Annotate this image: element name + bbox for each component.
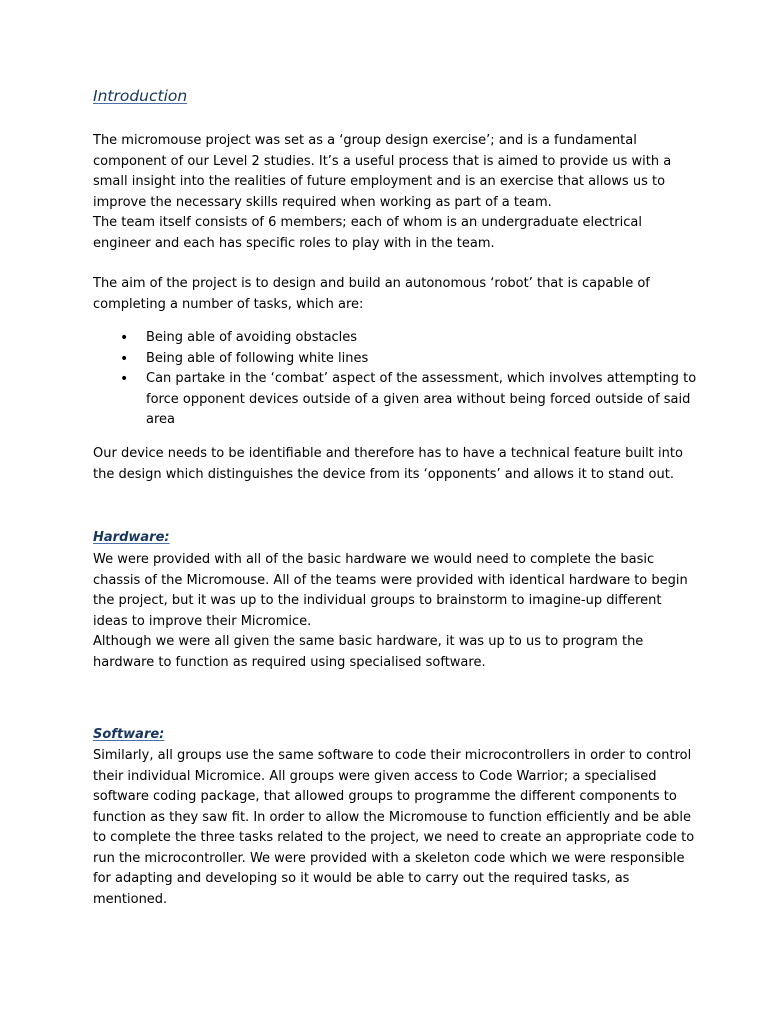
text-line: The team itself consists of 6 members; each of whom is an undergraduate electrical (93, 215, 642, 230)
bullet-item-follow-lines (93, 349, 713, 370)
text-line: Our device needs to be identifiable and therefore has to have a technical feature built into (93, 446, 683, 461)
text-line: run the microcontroller. We were provided with a skeleton code which we were responsible (93, 850, 685, 866)
hardware-paragraph (93, 550, 693, 673)
text-line: mentioned. (93, 891, 168, 907)
bullet-icon: • (120, 371, 129, 387)
text-line: for adapting and developing so it would be able to carry out the required tasks, as (93, 871, 630, 886)
text-line: software coding package, that allowed groups to programme the different components to (93, 789, 677, 804)
software-paragraph (93, 746, 693, 910)
text-line: The micromouse project was set as a ‘group design exercise’; and is a fundamental (93, 133, 637, 148)
introduction-paragraph-1 (93, 131, 693, 254)
task-bullet-list (93, 328, 713, 431)
introduction-paragraph-3 (93, 444, 693, 485)
text-line: Being able of avoiding obstacles (146, 330, 358, 345)
introduction-paragraph-2 (93, 274, 693, 315)
bullet-item-combat (93, 369, 713, 431)
text-line: the design which distinguishes the device from its ‘opponents’ and allows it to stand out. (93, 466, 674, 482)
text-line: Can partake in the ‘combat’ aspect of the assessment, which involves attempting to (146, 371, 697, 386)
introduction-heading: Introduction (93, 87, 188, 105)
bullet-icon: • (120, 350, 129, 367)
bullet-icon: • (120, 330, 129, 346)
text-line: We were provided with all of the basic hardware we would need to complete the basic (93, 552, 655, 567)
text-line: component of our Level 2 studies. It’s a useful process that is aimed to provide us with a (93, 153, 672, 169)
text-line: small insight into the realities of future employment and is an exercise that allows us to (93, 174, 666, 189)
text-line: engineer and each has specific roles to play with in the team. (93, 235, 495, 251)
text-line: their individual Micromice. All groups were given access to Code Warrior; a specialised (93, 768, 657, 784)
hardware-heading: Hardware: (93, 530, 170, 545)
text-line: function as they saw fit. In order to allow the Micromouse to function efficiently and be able (93, 809, 691, 825)
text-line: the project, but it was up to the individual groups to brainstorm to imagine-up different (93, 593, 662, 608)
software-heading: Software: (93, 727, 165, 742)
text-line: completing a number of tasks, which are: (93, 296, 364, 312)
text-line: The aim of the project is to design and build an autonomous ‘robot’ that is capable of (93, 276, 650, 291)
text-line: Similarly, all groups use the same software to code their microcontrollers in order to control (93, 748, 692, 763)
text-line: chassis of the Micromouse. All of the teams were provided with identical hardware to begin (93, 572, 688, 588)
text-line: improve the necessary skills required when working as part of a team. (93, 194, 552, 210)
text-line: hardware to function as required using specialised software. (93, 654, 486, 670)
text-line: force opponent devices outside of a given area without being forced outside of said (146, 391, 691, 407)
text-line: Being able of following white lines (146, 350, 369, 366)
text-line: to complete the three tasks related to the project, we need to create an appropriate code to (93, 830, 695, 845)
text-line: ideas to improve their Micromice. (93, 613, 312, 629)
text-line: area (146, 412, 175, 427)
bullet-item-avoid-obstacles (93, 328, 713, 349)
text-line: Although we were all given the same basic hardware, it was up to us to program the (93, 634, 644, 649)
